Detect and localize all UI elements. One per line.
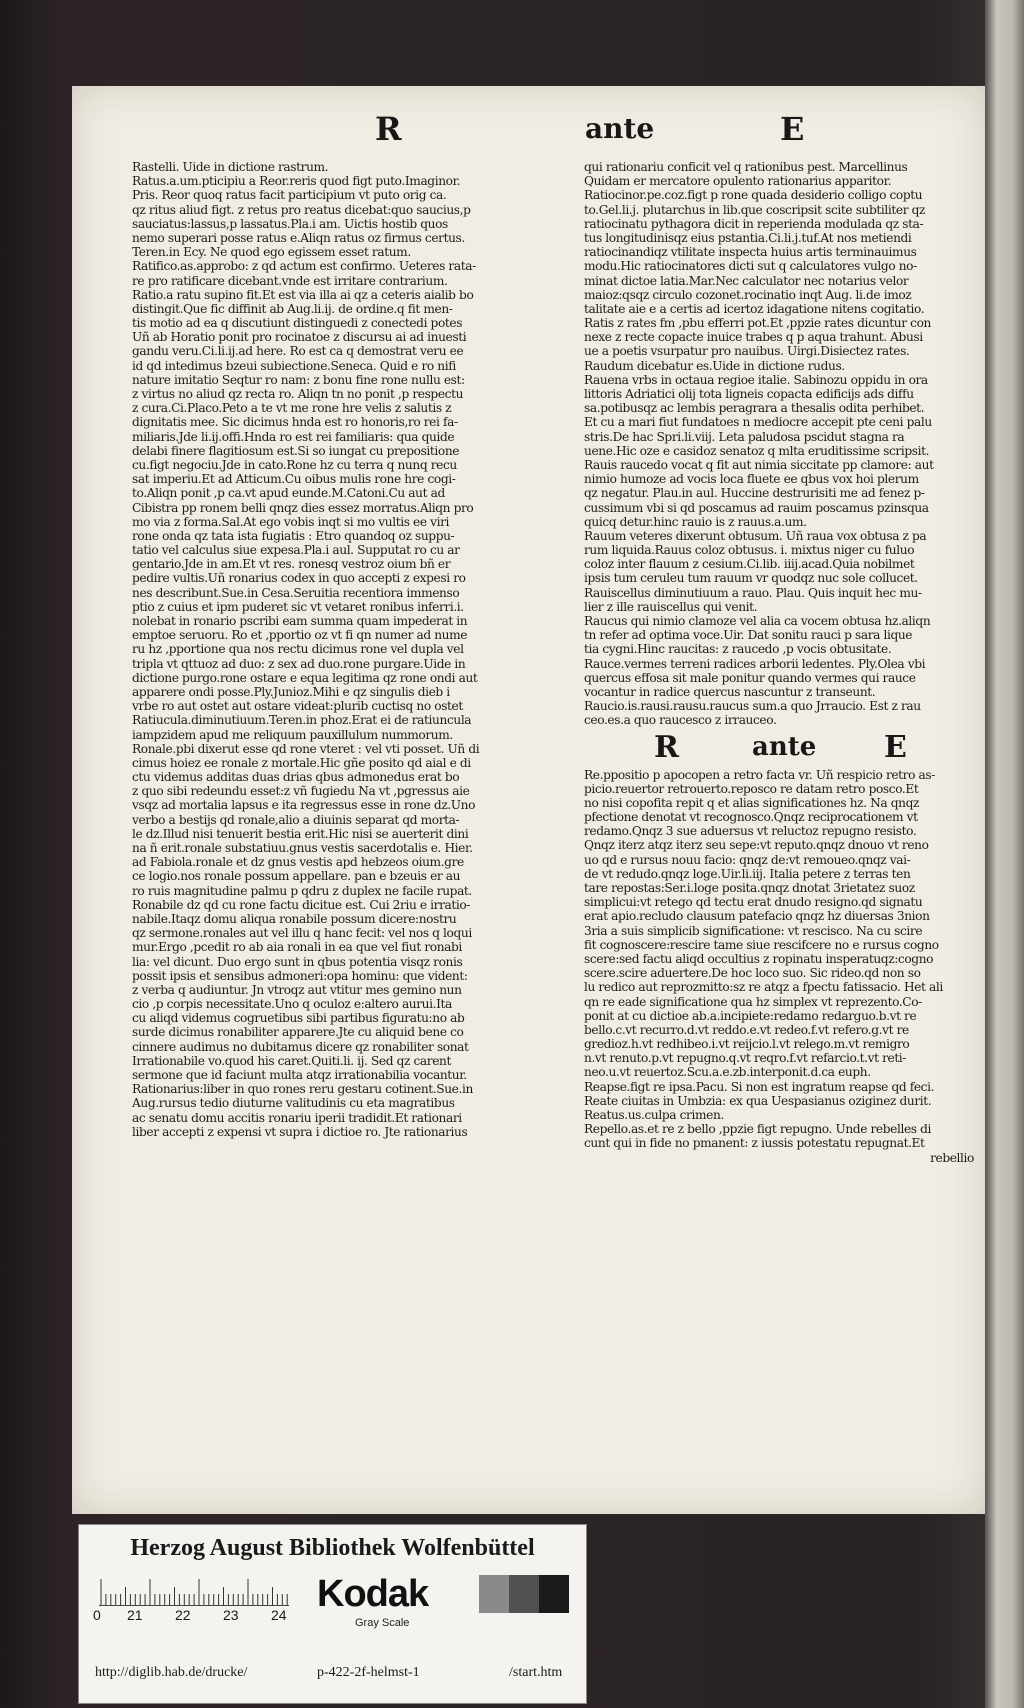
text-line: ipsis tum ceruleu tum rauum vr quodqz nuc sole collucet. (584, 571, 918, 586)
text-line: Irrationabile vo.quod his caret.Quiti.li. ij. Sed qz carent (132, 1053, 451, 1068)
text-line: rum liquida.Rauus coloz obtusus. i. mixtus niger cu fuluo (584, 543, 915, 558)
catchword: rebellio (930, 1150, 974, 1165)
text-line: id qd intedimus bzeui subiectione.Seneca. Quid e ro nifi (132, 358, 456, 373)
text-line: 3ria a suis simplicib significatione: vt rescisco. Na cu scire (584, 923, 923, 938)
text-line: picio.reuertor retrouerto.reposco re datam retro posco.Et (584, 781, 919, 796)
text-line: z verba q audiuntur. Jn vtroqz aut vtitur mes gemino nun (132, 982, 462, 997)
gray-swatch (509, 1575, 539, 1613)
text-line: tia cygni.Hinc raucitas: z raucedo ,p vocis obtusitate. (584, 642, 892, 657)
text-line: gentario.Jde in am.Et vt res. ronesq vestroz oium bñ er (132, 557, 451, 572)
text-line: no nisi copofita repit q et alias significationes hz. Na qnqz (584, 795, 920, 810)
text-line: Ratiocinor.pe.coz.figt p rone quada desiderio colligo coptu (584, 188, 923, 203)
text-line: erat apio.recludo clausum patefacio qnqz hz diuersas 3nion (584, 909, 930, 924)
section-subheading (584, 728, 974, 768)
text-line: Teren.in Ecy. Ne quod ego egissem esset ratum. (132, 245, 411, 260)
text-line: Rauce.vermes terreni radices arborii ledentes. Ply.Olea vbi (584, 656, 926, 671)
text-line: tare repostas:Ser.i.loge posita.qnqz dnotat 3rietatez suoz (584, 881, 915, 895)
text-line: de vt redudo.qnqz loge.Uir.li.iij. Italia petere z terras ten (584, 866, 911, 881)
text-line: minat dictoe latia.Mar.Nec calculator nec notarius velor (584, 273, 909, 288)
text-line: Ratus.a.um.pticipiu a Reor.reris quod figt puto.Imaginor. (132, 174, 461, 189)
text-line: possit ipsis et sensibus admoneri:opa hominu: que vident: (132, 968, 468, 983)
ruler-ticks (99, 1577, 289, 1605)
text-line: Ratiucula.diminutiuum.Teren.in phoz.Erat ei de ratiuncula (132, 713, 472, 728)
text-line: mo via z forma.Sal.At ego vobis inqt si mo vultis ee viri (132, 514, 450, 529)
text-line: tatio vel calculus siue expesa.Pla.i aul. Supputat ro cu ar (132, 543, 460, 558)
text-line: sauciatus:lassus,p lassatus.Pla.i am. Uictis hostib quos (132, 216, 448, 231)
text-line: quicq detur.hinc rauio is z rauus.a.um. (584, 514, 807, 529)
text-line: z cura.Ci.Placo.Peto a te vt me rone hre velis z salutis z (132, 401, 452, 416)
text-line: Rastelli. Uide in dictione rastrum. (132, 160, 329, 174)
running-head (72, 110, 985, 150)
text-line: pfectione denotat vt recognosco.Qnqz reciprocationem vt (584, 810, 918, 825)
book-page (72, 86, 985, 1514)
text-line: redamo.Qnqz 3 sue aduersus vt reluctoz repugno resisto. (584, 824, 917, 839)
text-line: ptio z cuius et ipm puderet sic vt vetaret ronibus inferri.i. (132, 599, 464, 614)
text-line: dictione purgo.rone ostare e equa legitima qz rone ondi aut (132, 670, 478, 685)
ruler-numbers (93, 1607, 293, 1625)
text-line: cio ,p corpis necessitate.Uno q oculoz e:altero aurui.Ita (132, 997, 452, 1012)
text-line: simplicui:vt retego qd tectu erat dnudo resigno.qd signatu (584, 895, 923, 910)
text-line: verbo a bestijs qd ronale,alio a diuinis separat qd morta- (132, 812, 460, 827)
shelfmark-text: p-422-2f-helmst-1 (317, 1665, 420, 1680)
subheading-letter-left: R (654, 729, 679, 765)
text-line: Rauena vrbs in octaua regioe italie. Sabinozu oppidu in ora (584, 372, 928, 387)
text-line: Raucus qui nimio clamoze vel alia ca vocem obtusa hz.aliqn (584, 614, 931, 628)
running-head-letter-left: R (375, 110, 402, 148)
text-line: miliaris.Jde li.ij.offi.Hnda ro est rei familiaris: qua quide (132, 429, 455, 444)
text-line: rone onda qz tata ista fugiatis : Etro quandoq oz suppu- (132, 528, 455, 543)
text-line: bello.c.vt recurro.d.vt reddo.e.vt redeo.f.vt refero.g.vt re (584, 1022, 909, 1037)
text-line: dignitatis mee. Sic dicimus hnda est ro honoris,ro rei fa- (132, 415, 458, 430)
adjacent-page-edge (985, 0, 1024, 1708)
text-line: pedire vultis.Uñ ronarius codex in quo accepti z expesi ro (132, 571, 466, 586)
text-line: scere:sed factu aliqd occultius z ropinatu insperatuqz:cogno (584, 951, 934, 966)
text-line: vocantur in radice quercus nascuntur z transeunt. (584, 684, 876, 699)
text-line: ru hz ,pportione qua nos rectu dicimus rone vel dupla vel (132, 642, 464, 657)
text-line: n.vt renuto.p.vt repugno.q.vt reqro.f.vt refarcio.t.vt reti- (584, 1051, 907, 1066)
ruler-number: 24 (271, 1607, 287, 1623)
right-column-top-entries (584, 160, 974, 728)
library-color-card (78, 1524, 587, 1704)
text-line: liber accepti z expensi vt supra i dictioe ro. Jte rationarius (132, 1124, 468, 1139)
text-line: vsqz ad mortalia lapsus e ita regressus esse in rone dz.Uno (132, 798, 476, 813)
gray-scale-caption: Gray Scale (355, 1617, 410, 1629)
text-line: cimus hoiez ee ronale z mortale.Hic gñe posito qd aial e di (132, 755, 471, 770)
subheading-letter-right: E (884, 729, 907, 765)
text-line: tus longitudinisqz eius pstantia.Ci.li.j.tuf.At nos metiendi (584, 230, 912, 245)
text-line: Rauum veteres dixerunt obtusum. Uñ raua vox obtusa z pa (584, 528, 927, 543)
text-line: tis motio ad ea q discutiunt distinguedi z conectedi potes (132, 316, 463, 331)
text-line: z virtus no aliud qz recta ro. Aliqn tn no ponit ,p respectu (132, 387, 464, 401)
text-line: Pris. Reor quoq ratus facit participium vt puto orig ca. (132, 188, 447, 203)
text-line: scere.scire aduertere.De hoc loco suo. Sic rideo.qd non so (584, 966, 921, 981)
text-line: maioz:qsqz circulo cozonet.rocinatio inqt Aug. li.de imoz (584, 287, 912, 302)
text-line: ceo.es.a quo raucesco z irrauceo. (584, 713, 777, 728)
text-line: Raucio.is.rausi.rausu.raucus sum.a quo Jrraucio. Est z rau (584, 699, 921, 714)
text-line: Ronabile dz qd cu rone factu dicitue est. Cui 2riu e irratio- (132, 897, 471, 912)
text-line: ro ruis magnitudine palmu p qdru z duplex ne facile rupat. (132, 883, 472, 898)
text-line: na ñ erit.ronale substatiuu.gnus vestis sacerdotalis e. Hier. (132, 841, 473, 855)
start-text: /start.htm (509, 1665, 563, 1680)
text-line: Reate ciuitas in Umbzia: ex qua Uespasianus oziginez durit. (584, 1093, 932, 1108)
text-line: mur.Ergo ,pcedit ro ab aia ronali in ea que vel fiut ronabi (132, 940, 462, 955)
text-line: Raudum dicebatur es.Uide in dictione rudus. (584, 358, 845, 373)
text-line: Rauiscellus diminutiuum a rauo. Plau. Quis inquit hec mu- (584, 585, 922, 600)
text-line: le dz.Illud nisi tenuerit bestia erit.Hic nisi se auerterit dini (132, 826, 469, 841)
scale-ruler (99, 1577, 289, 1606)
text-line: nabile.Itaqz domu aliqua ronabile possum dicere:nostru (132, 911, 457, 926)
text-line: ad Fabiola.ronale et dz gnus vestis apd hebzeos oium.gre (132, 855, 464, 870)
text-line: gandu veru.Ci.li.ij.ad here. Ro est ca q demostrat veru ee (132, 344, 464, 359)
text-line: Ratifico.as.approbo: z qd actum est confirmo. Ueteres rata- (132, 259, 476, 274)
subheading-word: ante (752, 731, 817, 762)
text-line: uene.Hic oze e casidoz senatoz q mlta eruditissime scripsit. (584, 443, 930, 458)
kodak-wordmark: Kodak (317, 1573, 429, 1615)
text-line: coloz inter flauum z cesium.Ci.lib. iiij.acad.Quia nobilmet (584, 557, 915, 572)
text-line: surde dicimus ronabiliter apparere.Jte cu aliquid bene co (132, 1025, 464, 1040)
text-line: sat imperiu.Et ad Atticum.Cu oibus mulis rone hre cogi- (132, 472, 456, 487)
text-line: ac senatu domu accitis ronariu iperii tradidit.Et rationari (132, 1110, 462, 1125)
url-text: http://diglib.hab.de/drucke/ (95, 1665, 248, 1680)
gray-swatch (479, 1575, 509, 1613)
ruler-number: 23 (223, 1607, 239, 1623)
kodak-logo (317, 1573, 457, 1629)
text-line: Re.ppositio p apocopen a retro facta vr. Uñ respicio retro as- (584, 767, 935, 782)
text-line: Qnqz iterz atqz iterz seu sepe:vt reputo.qnqz dnouo vt reno (584, 838, 929, 853)
running-head-word: ante (585, 112, 655, 145)
text-line: cussimum vbi si qd poscamus ad rauim poscamus pzinsqua (584, 500, 929, 515)
text-line: sermone que id faciunt multa atqz irrationabilia vocantur. (132, 1068, 467, 1082)
text-line: talitate aie e a certis ad icertoz idagatione nitens cogitatio. (584, 301, 925, 316)
text-line: sa.potibusqz ac lembis peragrara a thesalis odita perhibet. (584, 401, 925, 416)
ruler-number: 21 (127, 1607, 143, 1623)
text-line: ctu videmus additas duas drias qbus admonedus erat bo (132, 770, 460, 785)
text-line: gredioz.h.vt redhibeo.i.vt reijcio.l.vt relego.m.vt remigro (584, 1037, 910, 1052)
text-line: Et cu a mari fiut fundatoes n mediocre accepit pte ceni palu (584, 415, 932, 430)
text-line: nolebat in ronario pscribi eam summa quam impederat in (132, 614, 468, 628)
text-line: neo.u.vt reuertoz.Scu.a.e.zb.interponit.d.ca euph. (584, 1065, 871, 1080)
text-line: Aug.rursus tedio diuturne valitudinis cu eta magratibus (132, 1096, 455, 1111)
text-line: lia: vel dicunt. Duo ergo sunt in qbus potentia visqz ronis (132, 954, 463, 969)
text-line: fit cognoscere:rescire tame siue rescifcere no e rursus cogno (584, 937, 939, 952)
ruler-number: 0 (93, 1607, 101, 1623)
text-line: Uñ ab Horatio ponit pro rocinatoe z discursu ai ad inuesti (132, 330, 467, 345)
text-line: nes describunt.Sue.in Cesa.Seruitia recentiora immenso (132, 585, 460, 600)
text-line: Quidam er mercatore opulento rationarius apparitor. (584, 174, 892, 189)
text-line: Reapse.figt re ipsa.Pacu. Si non est ingratum reapse qd feci. (584, 1079, 935, 1094)
text-line: ue a poetis vsurpatur pro nauibus. Uirgi.Disiectez rates. (584, 344, 910, 359)
text-line: ratiocinatu pythagora dicit in reperienda modulada qz sta- (584, 216, 924, 231)
text-line: uo qd e rursus nouu facio: qnqz de:vt remoueo.qnqz vai- (584, 852, 911, 867)
gray-swatch (539, 1575, 569, 1613)
ruler-number: 22 (175, 1607, 191, 1623)
library-name: Herzog August Bibliothek Wolfenbüttel (130, 1535, 535, 1561)
right-column-bottom-entries (584, 768, 974, 1151)
text-line: cunt qui in fide no pmanent: z iussis potestatu repugnat.Et (584, 1136, 925, 1151)
text-line: Rauis raucedo vocat q fit aut nimia siccitate pp clamore: aut (584, 457, 934, 472)
running-head-letter-right: E (780, 110, 805, 148)
right-text-column (584, 160, 974, 1490)
text-line: to.Aliqn ponit ,p ca.vt apud eunde.M.Catoni.Cu aut ad (132, 486, 445, 501)
left-text-column (132, 160, 522, 1490)
text-line: Ratis z rates fm ,pbu efferri pot.Et ,ppzie rates dicuntur con (584, 316, 931, 331)
text-line: delabi finere flagitiosum est.Si so iungat cu prepositione (132, 443, 460, 458)
text-line: qui rationariu conficit vel q rationibus pest. Marcellinus (584, 160, 908, 174)
text-line: cinnere audimus no dubitamus dicere qz ronabiliter sonat (132, 1039, 469, 1054)
text-line: to.Gel.li.j. plutarchus in lib.que coscripsit scite subtiliter qz (584, 202, 926, 217)
text-line: z quo sibi redeundu esset:z vñ fugiedu Na vt ,pgressus aie (132, 784, 470, 799)
text-line: cu.figt negociu.Jde in cato.Rone hz cu terra q nunq recu (132, 457, 457, 472)
gray-swatches (479, 1575, 569, 1613)
text-line: Rationarius:liber in quo rones reru gestaru cotinent.Sue.in (132, 1082, 473, 1097)
text-line: vrbe ro aut ostet aut ostare videat:plurib cuctisq no ostet (132, 699, 463, 714)
text-line: modu.Hic ratiocinatores dicti sut q calculatores vulgo no- (584, 259, 917, 274)
text-line: iampzidem apud me reliquum pauxillulum nummorum. (132, 727, 453, 742)
text-line: nexe z recte copacte inuice trabes q p aqua trahunt. Abusi (584, 330, 923, 345)
text-line: stris.De hac Spri.li.viij. Leta paludosa pscidut stagna ra (584, 429, 905, 444)
text-line: Ratio.a ratu supino fit.Et est via illa ai qz a ceteris aialib bo (132, 287, 474, 302)
text-line: littoris Adriatici olij tota ligneis copacta edificijs ads diffu (584, 387, 914, 401)
text-line: tripla vt qttuoz ad duo: z sex ad duo.rone purgare.Uide in (132, 656, 466, 671)
text-line: Ronale.pbi dixerut esse qd rone vteret : vel vti posset. Uñ di (132, 741, 480, 756)
text-line: tn refer ad optima voce.Uir. Dat sonitu rauci p sara lique (584, 628, 913, 643)
text-line: qz ritus aliud figt. z retus pro reatus dicebat:quo saucius,p (132, 202, 471, 217)
label-footer (79, 1657, 586, 1687)
text-line: lier z ille rauiscellus qui venit. (584, 599, 758, 614)
text-line: Reatus.us.culpa crimen. (584, 1108, 724, 1122)
text-line: ce logio.nos ronale possum appellare. pan e bzeuis er au (132, 869, 461, 884)
text-line: Repello.as.et re z bello ,ppzie figt repugno. Unde rebelles di (584, 1122, 931, 1137)
text-line: distingit.Que fic diffinit ab Aug.li.ij. de ordine.q fit men- (132, 301, 453, 316)
text-line: Cibistra pp ronem belli qnqz dies essez morratus.Aliqn pro (132, 500, 474, 515)
text-line: quercus effosa sit male ponitur quando vermes qui rauce (584, 670, 916, 685)
text-line: qn re eade significatione qua hz simplex vt reprezento.Co- (584, 994, 922, 1009)
text-line: nimio humoze ad vocis loca fluete ee qbus vox hoi plerum (584, 472, 919, 487)
text-line: lu redico aut reprozmitto:sz re atqz a fpectu fatissacio. Het ali (584, 980, 943, 995)
text-line: qz negatur. Plau.in aul. Huccine destrurisiti me ad fenez p- (584, 486, 925, 501)
text-line: emptoe seruoru. Ro et ,pportio oz vt fi qn numer ad nume (132, 628, 468, 643)
text-line: ratiocinandiqz vtilitate inspecta huius artis terminauimus (584, 245, 917, 260)
text-line: apparere ondi posse.Ply.Junioz.Mihi e qz singulis dieb i (132, 684, 450, 699)
text-line: re pro ratificare dicebant.vnde est irritare contrarium. (132, 273, 448, 288)
text-line: cu aliqd videmus cogruetibus sibi partibus figuratu:no ab (132, 1011, 465, 1026)
text-line: ponit at cu dictioe ab.a.incipiete:redamo redarguo.b.vt re (584, 1008, 917, 1023)
text-line: nemo superari posse ratus e.Aliqn ratus oz firmus certus. (132, 230, 465, 245)
text-line: nature imitatio Seqtur ro nam: z bonu fine rone nullu est: (132, 372, 465, 387)
text-line: qz sermone.ronales aut vel illu q hanc fecit: vel nos q loqui (132, 926, 472, 941)
